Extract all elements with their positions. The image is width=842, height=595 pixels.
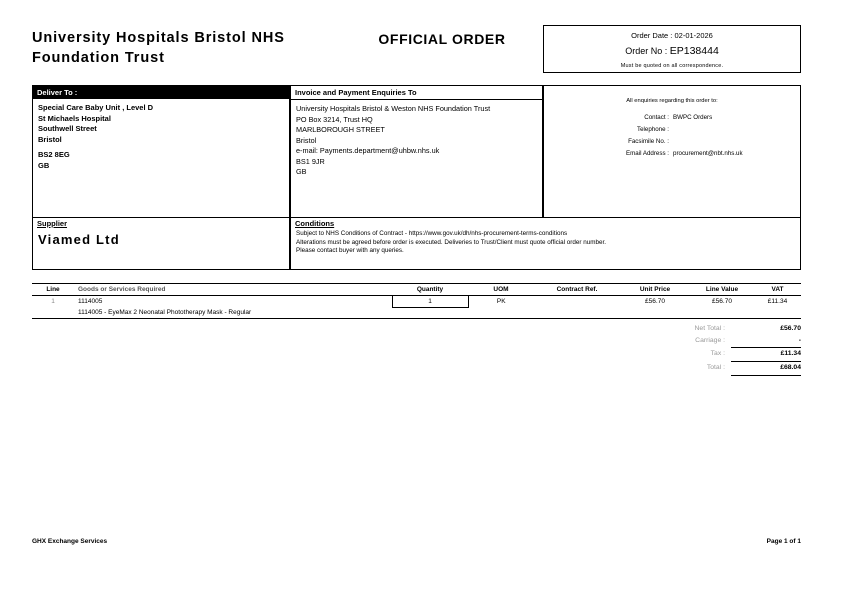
order-no-value: EP138444 [669,45,719,57]
order-note: Must be quoted on all correspondence. [620,63,724,69]
deliver-to-box [32,85,290,218]
col-contract-ref: Contract Ref. [534,284,620,296]
supplier-box [32,218,290,270]
order-no-row [544,46,800,57]
cell-unit-price: £56.70 [645,298,665,305]
invoice-line: MARLBOROUGH STREET [296,125,385,134]
footer-service: GHX Exchange Services [32,538,108,545]
order-date-label: Order Date : [631,31,673,40]
enquiries-heading: All enquiries regarding this order to: [626,98,718,104]
conditions-line: Alterations must be agreed before order is executed. Deliveries to Trust/Client must quote official order number. [296,238,606,246]
enquiry-label: Telephone : [637,126,669,133]
order-date-row [544,30,800,41]
cell-vat: £11.34 [767,298,788,305]
total-row-net [551,323,801,335]
conditions-text [291,228,800,256]
table-row [32,296,801,308]
footer-page: Page 1 of 1 [766,538,801,545]
supplier-name: Viamed Ltd [38,232,120,247]
document-title: OFFICIAL ORDER [378,31,506,47]
conditions-line: Subject to NHS Conditions of Contract - https://www.gov.uk/dh/nhs-procurement-terms-conditions [296,230,568,237]
col-line: Line [32,284,74,296]
table-row-description [32,308,801,319]
enquiry-label: Email Address : [626,150,669,157]
total-label: Carriage : [695,337,725,344]
totals-divider [731,375,801,376]
invoice-line: e-mail: Payments.department@uhbw.nhs.uk [296,146,440,155]
enquiries-box [543,85,801,218]
deliver-to-address [33,99,289,175]
enquiry-label: Facsimile No. : [628,138,669,145]
total-row-total [551,362,801,374]
total-value: £11.34 [780,350,801,357]
total-value: - [798,337,801,344]
cell-code: 1114005 [78,298,103,305]
deliver-to-line: BS2 8EG [38,150,70,159]
enquiry-row [544,148,800,160]
cell-contract-ref [534,296,620,308]
deliver-to-line: GB [38,160,50,170]
invoice-heading: Invoice and Payment Enquiries To [291,86,542,100]
total-label: Net Total : [694,325,725,332]
cell-spacer [32,308,74,319]
deliver-to-line: Special Care Baby Unit , Level D [38,103,154,112]
col-unit-price: Unit Price [620,284,690,296]
col-line-value: Line Value [690,284,754,296]
col-goods: Goods or Services Required [74,284,392,296]
enquiry-value: BWPC Orders [673,114,713,121]
cell-quantity: 1 [392,296,468,308]
deliver-to-line: Southwell Street [38,124,97,133]
col-quantity: Quantity [392,284,468,296]
total-row-carriage [551,335,801,347]
cell-description: 1114005 - EyeMax 2 Neonatal Phototherapy Mask - Regular [74,308,801,319]
order-no-label: Order No : [625,46,668,56]
conditions-label: Conditions [295,219,335,228]
total-row-tax [551,348,801,360]
invoice-line: Bristol [296,135,317,145]
enquiry-row [544,136,800,148]
enquiry-label: Contact : [644,114,669,121]
line-items-table [32,283,801,319]
conditions-box [290,218,801,270]
invoice-line: University Hospitals Bristol & Weston NHS Foundation Trust [296,104,491,113]
order-date-value: 02-01-2026 [674,31,713,40]
col-vat: VAT [754,284,801,296]
invoice-line: BS1 9JR [296,156,325,166]
invoice-line: GB [296,167,307,176]
conditions-line: Please contact buyer with any queries. [296,247,404,254]
invoice-enquiries-box [290,85,543,218]
invoice-address [291,100,542,182]
cell-line-value: £56.70 [712,298,732,305]
invoice-line: PO Box 3214, Trust HQ [296,114,373,124]
totals-block [551,323,801,376]
total-value: £68.04 [780,364,801,371]
enquiries-rows [544,112,800,160]
enquiry-row [544,124,800,136]
deliver-to-line: Bristol [38,134,62,144]
enquiry-row [544,112,800,124]
col-uom: UOM [468,284,534,296]
cell-uom: PK [496,298,506,305]
cell-line: 1 [51,298,55,305]
total-label: Total : [706,364,725,371]
deliver-to-heading: Deliver To : [33,86,289,99]
total-label: Tax : [710,350,725,357]
total-value: £56.70 [780,325,801,332]
organisation-title: University Hospitals Bristol NHS Foundation Trust [32,30,285,66]
table-header-row [32,284,801,296]
enquiry-value: procurement@nbt.nhs.uk [673,150,743,157]
supplier-label: Supplier [37,219,68,228]
deliver-to-line: St Michaels Hospital [38,113,111,123]
